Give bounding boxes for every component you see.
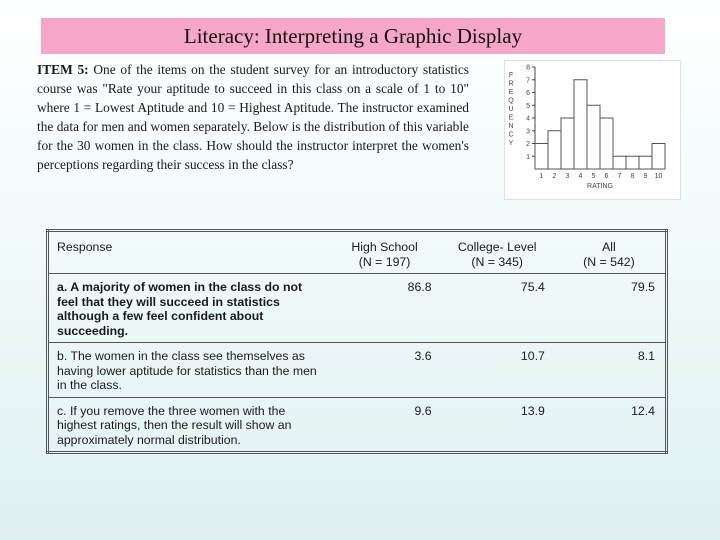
y-axis-label-letter: N — [508, 123, 514, 130]
histogram-bar — [587, 105, 600, 169]
response-option-c: c. If you remove the three women with the highest ratings, then the result will show an approximately normal distribution. — [48, 397, 330, 453]
histogram-bar — [548, 131, 561, 169]
value-hs-b: 3.6 — [330, 343, 442, 398]
header-college — [442, 231, 555, 274]
y-axis-label-letter: U — [508, 106, 514, 113]
x-tick-label: 3 — [565, 173, 570, 180]
value-all-b: 8.1 — [555, 343, 667, 398]
header-hs-line2: (N = 197) — [358, 254, 411, 269]
item-question — [37, 60, 469, 175]
x-tick-label: 8 — [630, 173, 635, 180]
item-question-text: One of the items on the student survey for an introductory statistics course was "Rate your aptitude to succeed in this class on a scale of 1 to 10" where 1 = Lowest Aptitude and 10 = Highest Aptitude. The instructor examined the data for men and women separately. Below is the distribution of this variable for the 30 women in the class. How should the instructor interpret the women's perceptions regarding their success in the class? — [37, 62, 470, 173]
y-tick-label: 2 — [526, 141, 530, 148]
x-tick-label: 1 — [539, 173, 544, 180]
y-axis-label-letter: Y — [508, 140, 514, 147]
histogram-bar — [652, 144, 665, 170]
y-tick-label: 1 — [526, 153, 530, 161]
response-option-b: b. The women in the class see themselves as having lower aptitude for statistics than the men in the class. — [48, 343, 330, 398]
y-axis-label-letter: F — [508, 72, 514, 79]
value-college-c: 13.9 — [442, 397, 555, 453]
response-option-a: a. A majority of women in the class do not feel that they will succeed in statistics although a few feel confident about succeeding. — [48, 274, 330, 343]
value-all-a: 79.5 — [555, 274, 667, 343]
y-axis-label-letter: C — [508, 131, 514, 139]
x-tick-label: 10 — [654, 173, 663, 180]
x-tick-label: 4 — [578, 173, 583, 180]
header-high-school — [330, 231, 442, 274]
header-all — [555, 231, 667, 274]
y-axis-label-letter: E — [508, 89, 514, 96]
x-axis-label: RATING — [587, 183, 613, 190]
histogram-bar — [600, 118, 613, 169]
header-response-label: Response — [57, 240, 113, 254]
header-college-line1: College- Level — [457, 240, 537, 254]
histogram-bar — [574, 80, 587, 169]
histogram-chart — [504, 60, 681, 200]
x-tick-label: 2 — [552, 173, 557, 180]
histogram-svg — [505, 61, 680, 199]
y-tick-label: 8 — [526, 64, 530, 72]
item-label: ITEM 5: — [37, 62, 89, 77]
header-hs-line1: High School — [351, 240, 418, 254]
response-table — [46, 229, 668, 454]
y-tick-label: 4 — [526, 115, 530, 123]
value-hs-a: 86.8 — [330, 274, 442, 343]
y-tick-label: 3 — [526, 128, 530, 136]
value-hs-c: 9.6 — [330, 397, 442, 453]
x-tick-label: 7 — [617, 173, 622, 180]
slide-title — [41, 18, 665, 54]
x-tick-label: 5 — [591, 173, 596, 180]
histogram-bar — [639, 156, 652, 169]
header-all-line1: All — [602, 240, 616, 254]
x-tick-label: 6 — [604, 173, 609, 180]
histogram-bar — [626, 156, 639, 169]
slide-title-text: Literacy: Interpreting a Graphic Display — [183, 23, 523, 48]
y-axis-label-letter: Q — [508, 97, 514, 105]
header-all-line2: (N = 542) — [583, 254, 635, 269]
x-tick-label: 9 — [643, 173, 648, 180]
value-college-b: 10.7 — [442, 343, 555, 398]
table-header-row — [48, 231, 667, 274]
histogram-bar — [613, 156, 626, 169]
histogram-bar — [561, 118, 574, 169]
y-tick-label: 6 — [526, 90, 530, 97]
table-row — [48, 397, 667, 453]
histogram-bar — [535, 144, 548, 170]
y-tick-label: 7 — [526, 77, 530, 85]
header-college-line2: (N = 345) — [471, 254, 524, 269]
table-row — [48, 343, 667, 398]
header-response — [48, 231, 330, 274]
value-college-a: 75.4 — [442, 274, 555, 343]
value-all-c: 12.4 — [555, 397, 667, 453]
y-axis-label-letter: E — [508, 114, 514, 122]
y-axis-label-letter: R — [508, 80, 514, 88]
table-row — [48, 274, 667, 343]
y-tick-label: 5 — [526, 102, 530, 110]
